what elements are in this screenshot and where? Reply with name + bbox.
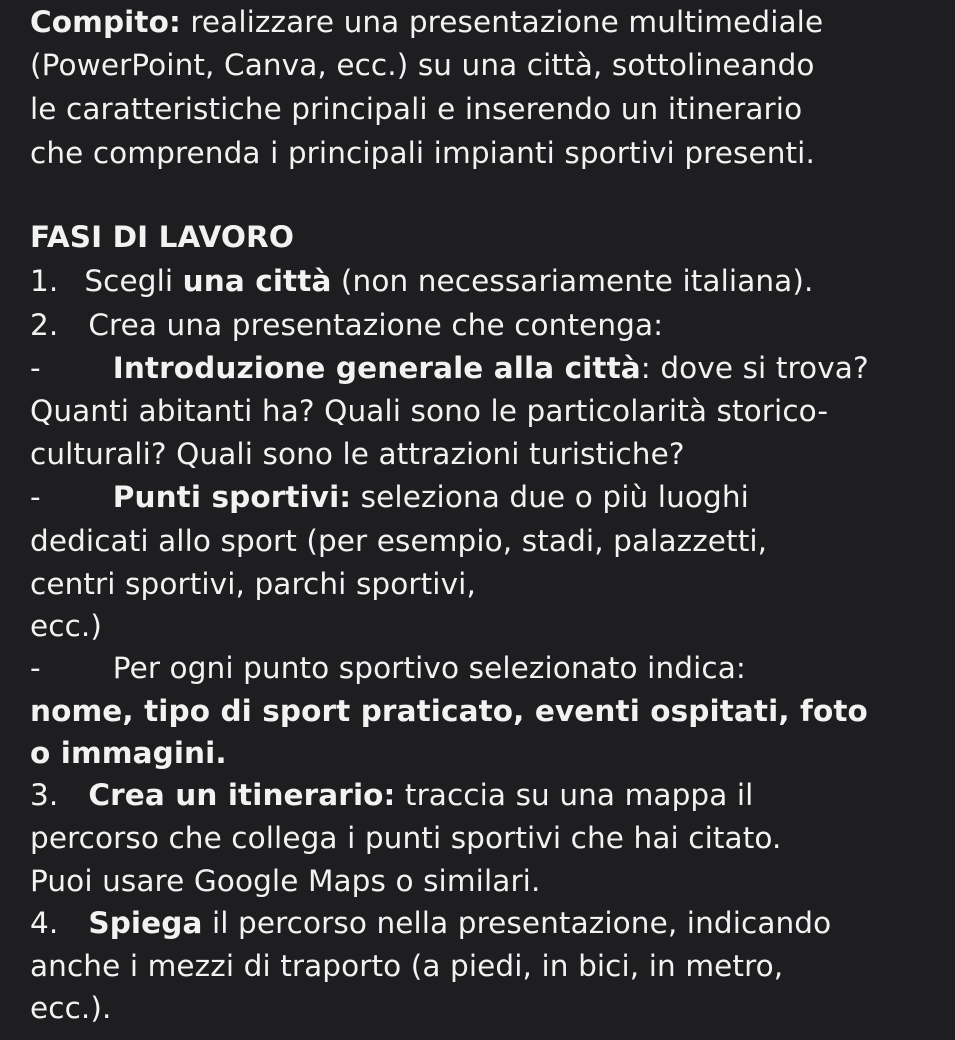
- bullet-1-dash: -: [30, 351, 41, 385]
- step-1-after: (non necessariamente italiana).: [331, 264, 814, 298]
- step-4-after: il percorso nella presentazione, indicando: [202, 906, 832, 940]
- bullet-3-line-2: nome, tipo di sport praticato, eventi ospitati, foto: [30, 694, 868, 728]
- bullet-1-line-3: culturali? Quali sono le attrazioni turistiche?: [30, 437, 685, 471]
- task-text-1: realizzare una presentazione multimediale: [180, 5, 824, 39]
- bullet-2-bold: Punti sportivi:: [112, 480, 352, 514]
- task-line-3: le caratteristiche principali e inserendo un itinerario: [30, 92, 803, 126]
- step-1-number: 1.: [30, 264, 59, 298]
- step-1-before: Scegli: [84, 264, 183, 298]
- step-4-line-3: ecc.).: [30, 991, 112, 1025]
- step-2-number: 2.: [30, 308, 59, 342]
- bullet-1-after: : dove si trova?: [640, 351, 869, 385]
- step-4-number: 4.: [30, 906, 59, 940]
- step-3-line-3: Puoi usare Google Maps o similari.: [30, 864, 541, 898]
- step-1-bold: una città: [182, 264, 332, 298]
- bullet-2-line-3: centri sportivi, parchi sportivi,: [30, 567, 476, 601]
- task-line-4: che comprenda i principali impianti sportivi presenti.: [30, 136, 815, 170]
- step-4-bold: Spiega: [88, 906, 203, 940]
- step-3-line-2: percorso che collega i punti sportivi che hai citato.: [30, 821, 782, 855]
- step-1: [30, 259, 813, 303]
- bullet-1: [30, 346, 869, 390]
- bullet-3: [30, 646, 746, 690]
- bullet-2-line-4: ecc.): [30, 609, 102, 643]
- task-line-1: [30, 0, 823, 44]
- bullet-1-bold: Introduzione generale alla città: [112, 351, 641, 385]
- step-2: [30, 303, 663, 347]
- task-line-2: (PowerPoint, Canva, ecc.) su una città, sottolineando: [30, 48, 815, 82]
- bullet-2: [30, 475, 749, 519]
- step-4-line-2: anche i mezzi di traporto (a piedi, in bici, in metro,: [30, 949, 784, 983]
- step-2-text: Crea una presentazione che contenga:: [88, 308, 664, 342]
- bullet-2-dash: -: [30, 480, 41, 514]
- bullet-2-line-2: dedicati allo sport (per esempio, stadi, palazzetti,: [30, 524, 768, 558]
- step-3-bold: Crea un itinerario:: [88, 778, 396, 812]
- bullet-3-dash: -: [30, 651, 41, 685]
- bullet-3-text: Per ogni punto sportivo selezionato indica:: [112, 651, 746, 685]
- bullet-2-after: seleziona due o più luoghi: [351, 480, 749, 514]
- task-label: Compito:: [30, 5, 181, 39]
- step-3-after: traccia su una mappa il: [395, 778, 754, 812]
- phases-heading: FASI DI LAVORO: [30, 220, 295, 254]
- step-3-number: 3.: [30, 778, 59, 812]
- bullet-1-line-2: Quanti abitanti ha? Quali sono le particolarità storico-: [30, 394, 829, 428]
- step-3: [30, 773, 753, 817]
- step-4: [30, 901, 831, 945]
- bullet-3-line-3: o immagini.: [30, 736, 227, 770]
